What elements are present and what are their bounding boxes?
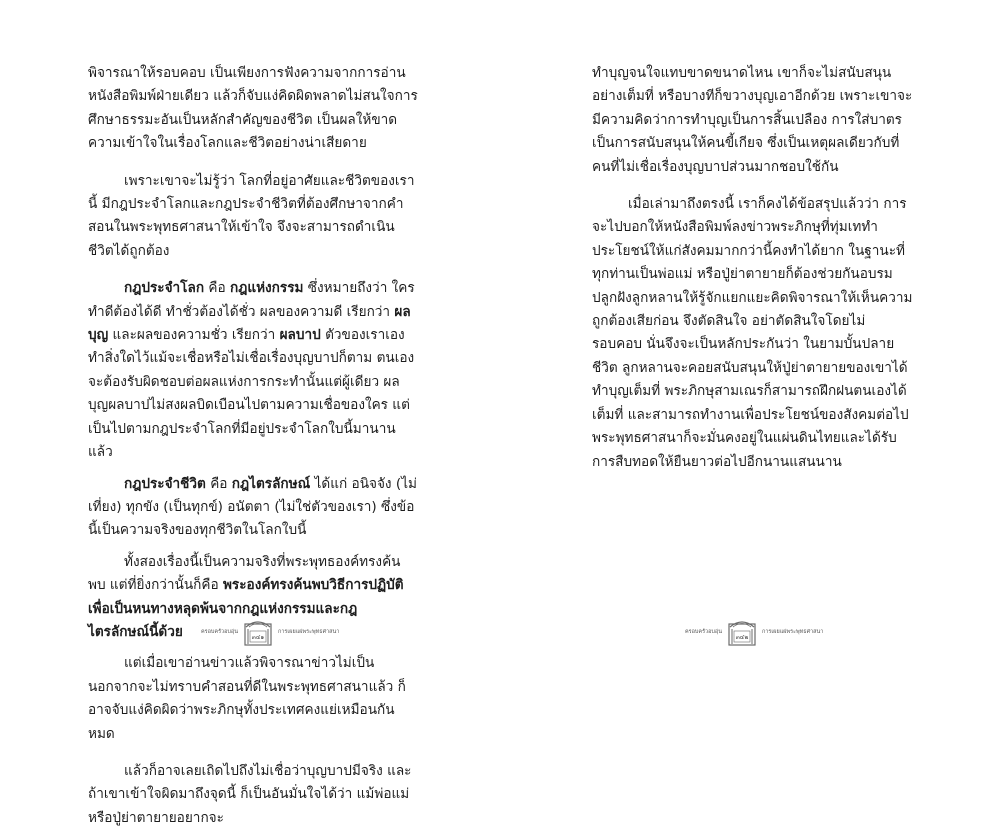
text-run: พิจารณาให้รอบคอบ เป็นเพียงการฟังความจากการอ่านหนังสือพิมพ์ฝ่ายเดียว แล้วก็จับแง่คิดผิดพลาดไม่สนใจการศึกษาธรรมะอันเป็นหลักสำคัญของชีวิต เป็นผลให้ขาดความเข้าใจในเรื่องโลกและชีวิตอย่างน่าเสียดาย xyxy=(88,65,418,152)
left-paragraph-7 xyxy=(88,760,418,830)
left-paragraph-6 xyxy=(88,652,418,746)
right-page-body xyxy=(592,62,914,482)
left-paragraph-3 xyxy=(88,277,418,464)
bold-term: ผลบาป xyxy=(279,327,321,344)
footer-book-label: ครอบครัวอบอุ่น xyxy=(684,629,722,635)
text-run: ตัวของเราเองทำสิ่งใดไว้แม้จะเชื่อหรือไม่เชื่อเรื่องบุญบาปก็ตาม ตนเองจะต้องรับผิดชอบต่อผลแห่งการกระทำนั้นแต่ผู้เดียว ผลบุญผลบาปไม่สงผลบิดเบือนไปตามความเชื่อของใคร แต่เป็นไปตามกฎประจำโลกที่มีอยู่ประจำโลกใบนี้มานานแล้ว xyxy=(88,327,415,461)
left-paragraph-4 xyxy=(88,473,418,543)
text-run: และผลของความชั่ว เรียกว่า xyxy=(108,327,280,344)
text-run: ได้แก่ อนิจจัง (ไม่เที่ยง) ทุกขัง (เป็นทุกข์) อนัตตา (ไม่ใช่ตัวของเรา) ซึ่งข้อนี้เป็นความจริงของทุกชีวิตในโลกใบนี้ xyxy=(88,475,417,539)
bold-term: กฎประจำชีวิต xyxy=(124,475,206,492)
right-page-footer xyxy=(672,617,823,647)
footer-site-label: การเผยแผ่พระพุทธศาสนา xyxy=(278,629,340,635)
text-run: ทำบุญจนใจแทบขาดขนาดไหน เขาก็จะไม่สนับสนุนอย่างเต็มที่ หรือบางทีก็ขวางบุญเอาอีกด้วย เพราะเขาจะมีความคิดว่าการทำบุญเป็นการสิ้นเปลือง การใส่บาตรเป็นการสนับสนุนให้คนขี้เกียจ ซึ่งเป็นเหตุผลเดียวกับที่คนที่ไม่เชื่อเรื่องบุญบาปส่วนมากชอบใช้กัน xyxy=(592,65,913,175)
footer-site-label: การเผยแผ่พระพุทธศาสนา xyxy=(762,629,824,635)
bold-term: พระองค์ทรงค้นพบวิธีการปฏิบัติเพื่อเป็นหนทางหลุดพ้นจากกฎแห่งกรรมและกฎไตรลักษณ์นี้ด้วย xyxy=(88,577,404,640)
text-run: คือ xyxy=(205,475,232,492)
text-run: ซึ่งหมายถึงว่า ใครทำดีต้องได้ดี ทำชั่วต้องได้ชั่ว ผลของความดี เรียกว่า xyxy=(88,280,415,320)
footer-book-label: ครอบครัวอบอุ่น xyxy=(200,629,238,635)
bold-term: กฎไตรลักษณ์ xyxy=(231,475,311,492)
page-number: ๓๔๑ xyxy=(251,634,265,641)
bold-term: กฎแห่งกรรม xyxy=(229,280,304,297)
page-number: ๓๔๒ xyxy=(735,634,749,641)
text-run: คือ xyxy=(204,280,230,297)
bold-term: ผลบุญ xyxy=(88,303,411,344)
left-paragraph-1 xyxy=(88,62,418,156)
text-run: เพราะเขาจะไม่รู้ว่า โลกที่อยู่อาศัยและชีวิตของเรานี้ มีกฎประจำโลกและกฎประจำชีวิตที่ต้องศึกษาจากคำสอนในพระพุทธศาสนาให้เข้าใจ จึงจะสามารถดำเนินชีวิตได้ถูกต้อง xyxy=(88,172,415,259)
text-run: แล้วก็อาจเลยเถิดไปถึงไม่เชื่อว่าบุญบาปมีจริง และถ้าเขาเข้าใจผิดมาถึงจุดนี้ ก็เป็นอันมั่นใจได้ว่า แม้พ่อแม่หรือปู่ย่าตายายอยากจะ xyxy=(88,762,412,826)
left-page-footer xyxy=(188,617,339,647)
temple-arch-icon xyxy=(728,618,756,646)
left-paragraph-2 xyxy=(88,170,418,264)
bold-term: กฎประจำโลก xyxy=(124,280,205,297)
right-paragraph-1 xyxy=(592,62,914,179)
text-run: แต่เมื่อเขาอ่านข่าวแล้วพิจารณาข่าวไม่เป็น นอกจากจะไม่ทราบคำสอนที่ดีในพระพุทธศาสนาแล้ว ก็อาจจับแง่คิดผิดว่าพระภิกษุทั้งประเทศคงแย่เหมือนกันหมด xyxy=(88,655,406,742)
text-run: ทั้งสองเรื่องนี้เป็นความจริงที่พระพุทธองค์ทรงค้นพบ แต่ที่ยิ่งกว่านั้นก็คือ xyxy=(88,553,401,594)
left-page-body xyxy=(88,62,418,838)
temple-arch-icon xyxy=(244,618,272,646)
text-run: เมื่อเล่ามาถึงตรงนี้ เราก็คงได้ข้อสรุปแล้วว่า การจะไปบอกให้หนังสือพิมพ์ลงข่าวพระภิกษุที่ทุ่มเททำประโยชน์ให้แก่สังคมมากกว่านี้คงทำได้ยาก ในฐานะที่ทุกท่านเป็นพ่อแม่ หรือปู่ย่าตายายก็ต้องช่วยกันอบรมปลูกฝังลูกหลานให้รู้จักแยกแยะคิดพิจารณาให้เห็นความถูกต้องเสียก่อน จึงตัดสินใจ อย่าตัดสินใจโดยไม่รอบคอบ นั่นจึงจะเป็นหลักประกันว่า ในยามบั้นปลายชีวิต ลูกหลานจะคอยสนับสนุนให้ปู่ย่าตายายของเขาได้ทำบุญเต็มที่ พระภิกษุสามเณรก็สามารถฝึกฝนตนเองได้เต็มที่ และสามารถทำงานเพื่อประโยชน์ของสังคมต่อไป พระพุทธศาสนาก็จะมั่นคงอยู่ในแผ่นดินไทยและได้รับการสืบทอดให้ยืนยาวต่อไปอีกนานแสนนาน xyxy=(592,196,913,470)
right-paragraph-2 xyxy=(592,193,914,474)
